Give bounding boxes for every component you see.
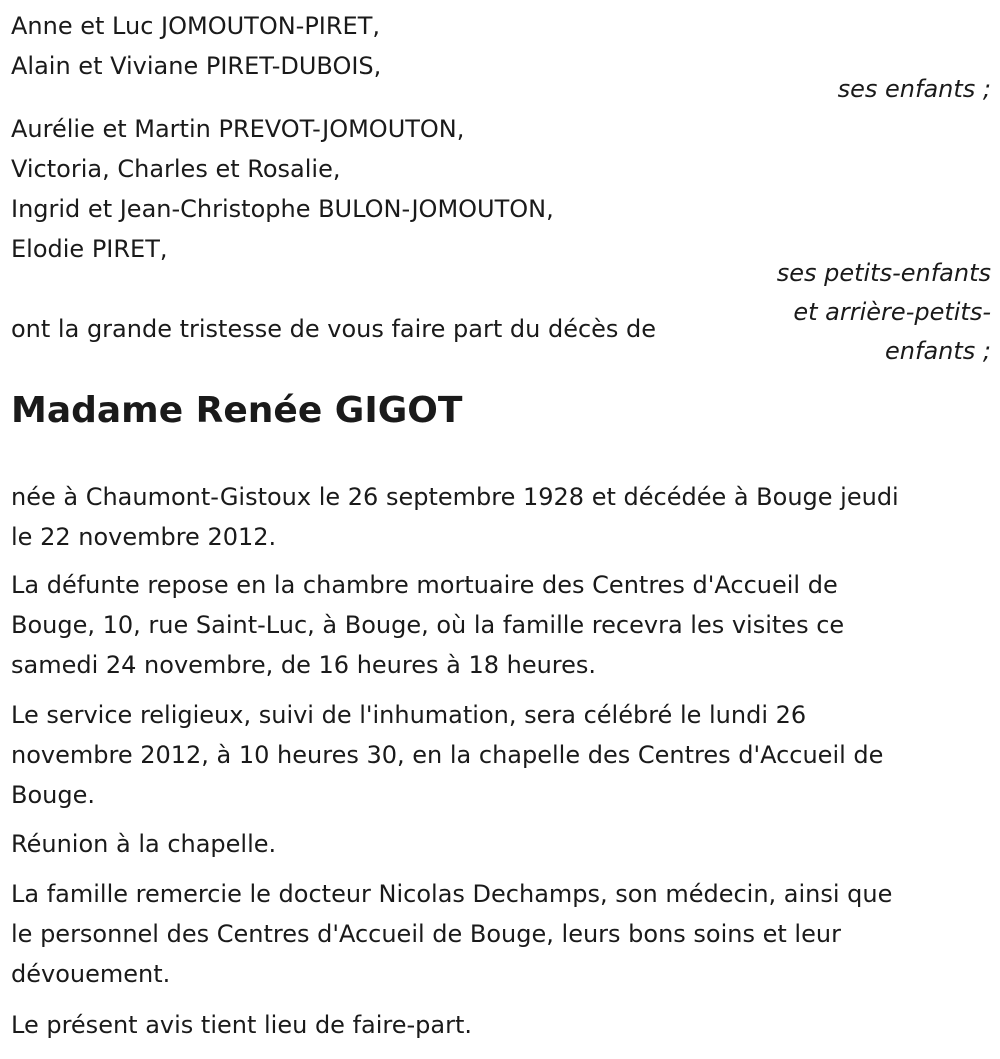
child-line-2: Alain et Viviane PIRET-DUBOIS, xyxy=(11,52,382,80)
paragraph-line: samedi 24 novembre, de 16 heures à 18 heures. xyxy=(11,651,597,679)
child-line-1: Anne et Luc JOMOUTON-PIRET, xyxy=(11,12,380,40)
paragraph-line: novembre 2012, à 10 heures 30, en la chapelle des Centres d'Accueil de xyxy=(11,741,884,769)
paragraph-line: le 22 novembre 2012. xyxy=(11,523,277,551)
announcement-text: ont la grande tristesse de vous faire part du décès de xyxy=(11,315,657,343)
paragraph-thanks xyxy=(11,874,991,994)
paragraph-line: dévouement. xyxy=(11,960,171,988)
paragraph-notice xyxy=(11,1005,991,1045)
grandchildren-role-line-2: et arrière-petits- xyxy=(793,298,991,326)
paragraph-line: Le présent avis tient lieu de faire-part. xyxy=(11,1011,473,1039)
grandchild-line-2: Victoria, Charles et Rosalie, xyxy=(11,155,341,183)
paragraph-birth-death xyxy=(11,477,991,557)
grandchild-line-3: Ingrid et Jean-Christophe BULON-JOMOUTON, xyxy=(11,195,554,223)
grandchildren-role-line-1: ses petits-enfants xyxy=(776,259,991,287)
grandchild-line-1: Aurélie et Martin PREVOT-JOMOUTON, xyxy=(11,115,465,143)
grandchildren-role-line-3: enfants ; xyxy=(885,337,991,365)
paragraph-line: La défunte repose en la chambre mortuaire des Centres d'Accueil de xyxy=(11,571,838,599)
children-role: ses enfants ; xyxy=(837,75,991,103)
deceased-name: Madame Renée GIGOT xyxy=(11,390,463,431)
paragraph-line: Le service religieux, suivi de l'inhumation, sera célébré le lundi 26 xyxy=(11,701,807,729)
paragraph-line: le personnel des Centres d'Accueil de Bouge, leurs bons soins et leur xyxy=(11,920,841,948)
paragraph-line: Bouge, 10, rue Saint-Luc, à Bouge, où la famille recevra les visites ce xyxy=(11,611,845,639)
paragraph-line: La famille remercie le docteur Nicolas Dechamps, son médecin, ainsi que xyxy=(11,880,893,908)
paragraph-funeral-home xyxy=(11,565,991,685)
paragraph-service xyxy=(11,695,991,815)
paragraph-line: Bouge. xyxy=(11,781,95,809)
paragraph-meeting xyxy=(11,824,991,864)
paragraph-line: née à Chaumont-Gistoux le 26 septembre 1928 et décédée à Bouge jeudi xyxy=(11,483,899,511)
grandchild-line-4: Elodie PIRET, xyxy=(11,235,168,263)
paragraph-line: Réunion à la chapelle. xyxy=(11,830,277,858)
